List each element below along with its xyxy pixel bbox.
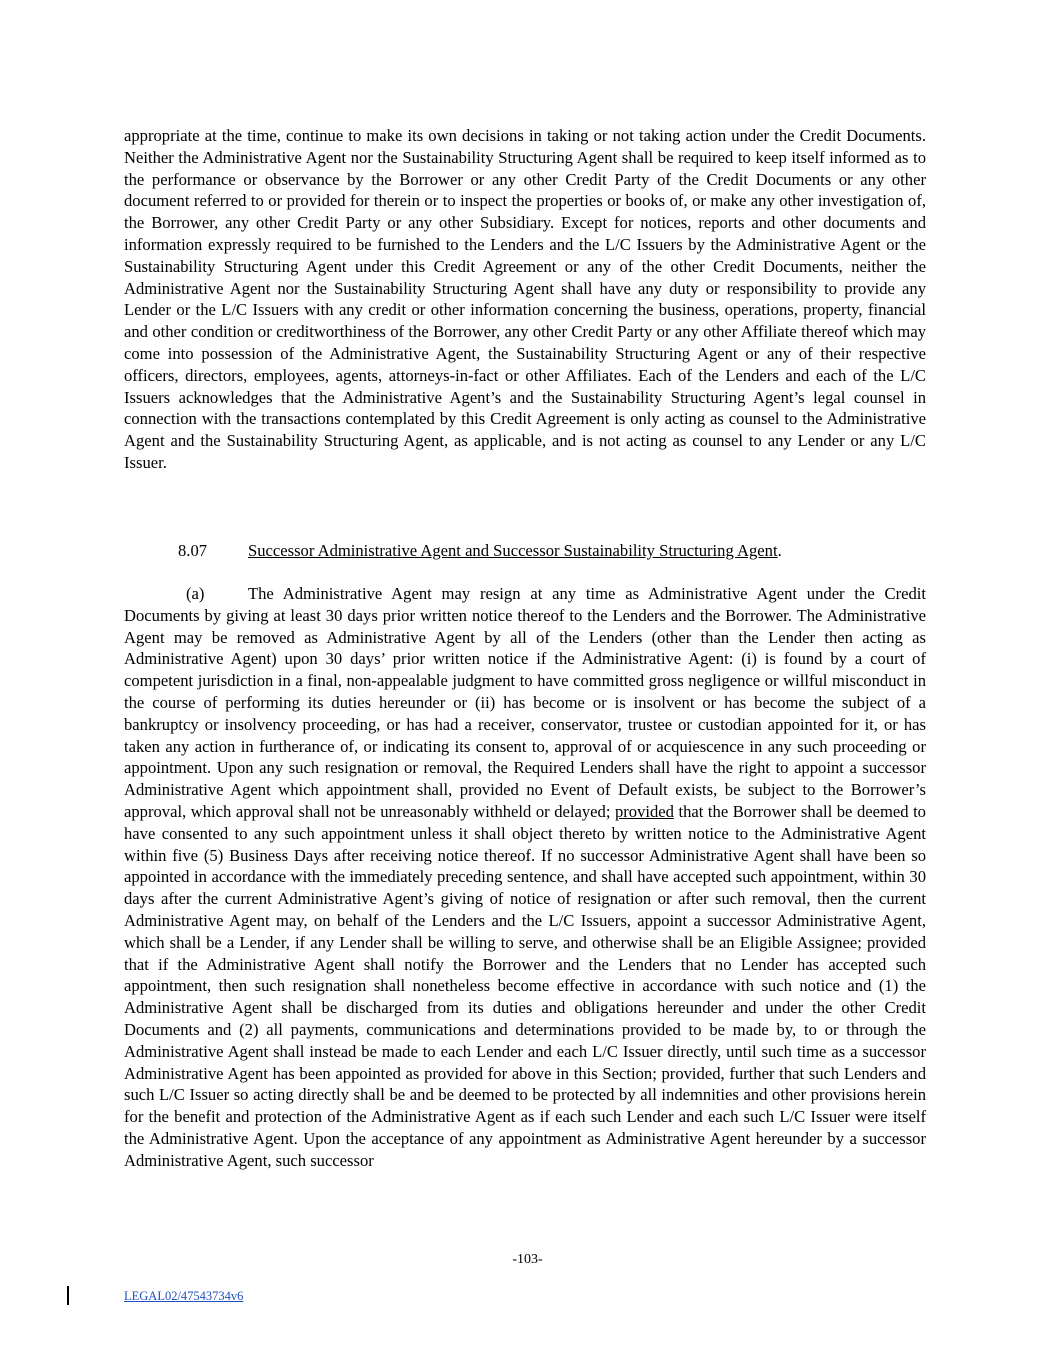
paragraph-a-text-2: that the Borrower shall be deemed to have consented to any such appointment unless it shall object thereto by written notice to the Administrative Agent within five (5) Business Days after receiving notice thereof. If no successor Administrative Agent shall have been so appointed in accordance with the immediately preceding sentence, and shall have accepted such appointment, within 30 days after the current Administrative Agent’s giving of notice of resignation or after such removal, then the current Administrative Agent may, on behalf of the Lenders and the L/C Issuers, appoint a successor Administrative Agent, which shall be a Lender, if any Lender shall be willing to serve, and otherwise shall be an Eligible Assignee; provided that if the Administrative Agent shall notify the Borrower and the Lenders that no Lender has accepted such appointment, then such resignation shall nonetheless become effective in accordance with such notice and (1) the Administrative Agent shall be discharged from its duties and obligations hereunder and under the other Credit Documents and (2) all payments, communications and determinations provided to be made by, to or through the Administrative Agent shall instead be made to each Lender and each L/C Issuer directly, until such time as a successor Administrative Agent has been appointed as provided for above in this Section; provided, further that such Lenders and such L/C Issuer so acting directly shall be and be deemed to be protected by all indemnities and other provisions herein for the benefit and protection of the Administrative Agent as if each such Lender and each such L/C Issuer were itself the Administrative Agent. Upon the acceptance of any appointment as Administrative Agent hereunder by a successor Administrative Agent, such successor bbox=[124, 801, 926, 1170]
paragraph-a-text-1: The Administrative Agent may resign at any time as Administrative Agent under the Credit Documents by giving at least 30 days prior written notice thereof to the Lenders and the Borrower. The Administrative Agent may be removed as Administrative Agent by all of the Lenders (other than the Lender then acting as Administrative Agent) upon 30 days’ prior written notice if the Administrative Agent: (i) is found by a court of competent jurisdiction in a final, non-appealable judgment to have committed gross negligence or willful misconduct in the course of performing its duties hereunder or (ii) has become or is insolvent or has become the subject of a bankruptcy or insolvency proceeding, or has had a receiver, conservator, trustee or custodian appointed for it, or has taken any action in furtherance of, or indicating its consent to, approval of or acquiescence in any such proceeding or appointment. Upon any such resignation or removal, the Required Lenders shall have the right to appoint a successor Administrative Agent which appointment shall, provided no Event of Default exists, be subject to the Borrower’s approval, which approval shall not be unreasonably withheld or delayed; bbox=[124, 584, 926, 821]
provided-underlined: provided bbox=[614, 801, 674, 821]
section-title: Successor Administrative Agent and Successor Sustainability Structuring Agent bbox=[248, 541, 778, 560]
section-title-period: . bbox=[777, 541, 782, 560]
revision-change-bar bbox=[67, 1286, 69, 1305]
section-number: 8.07 bbox=[178, 541, 208, 560]
body-paragraph-1: appropriate at the time, continue to make its own decisions in taking or not taking action under the Credit Documents. Neither the Administrative Agent nor the Sustainability Structuring Agent shall be required to keep itself informed as to the performance or observance by the Borrower or any other Credit Party of the Credit Documents or any other document referred to or provided for therein or to inspect the properties or books of, or make any other investigation of, the Borrower, any other Credit Party or any other Subsidiary. Except for notices, reports and other documents and information expressly required to be furnished to the Lenders and the L/C Issuers by the Administrative Agent or the Sustainability Structuring Agent under this Credit Agreement or any of the other Credit Documents, neither the Administrative Agent nor the Sustainability Structuring Agent shall have any duty or responsibility to provide any Lender or the L/C Issuers with any credit or other information concerning the business, operations, property, financial and other condition or creditworthiness of the Borrower, any other Credit Party or any other Affiliate thereof which may come into possession of the Administrative Agent, the Sustainability Structuring Agent or any of their respective officers, directors, employees, agents, attorneys-in-fact or other Affiliates. Each of the Lenders and each of the L/C Issuers acknowledges that the Administrative Agent’s and the Sustainability Structuring Agent’s legal counsel in connection with the transactions contemplated by this Credit Agreement is only acting as counsel to the Administrative Agent and the Sustainability Structuring Agent, as applicable, and is not acting as counsel to any Lender or any L/C Issuer. bbox=[124, 126, 926, 472]
section-heading bbox=[178, 540, 782, 562]
body-paragraph-a bbox=[124, 583, 926, 1172]
footer-document-id-link[interactable]: LEGAL02/47543734v6 bbox=[124, 1289, 244, 1303]
page-number: -103- bbox=[512, 1252, 543, 1267]
paragraph-label: (a) bbox=[186, 584, 205, 603]
